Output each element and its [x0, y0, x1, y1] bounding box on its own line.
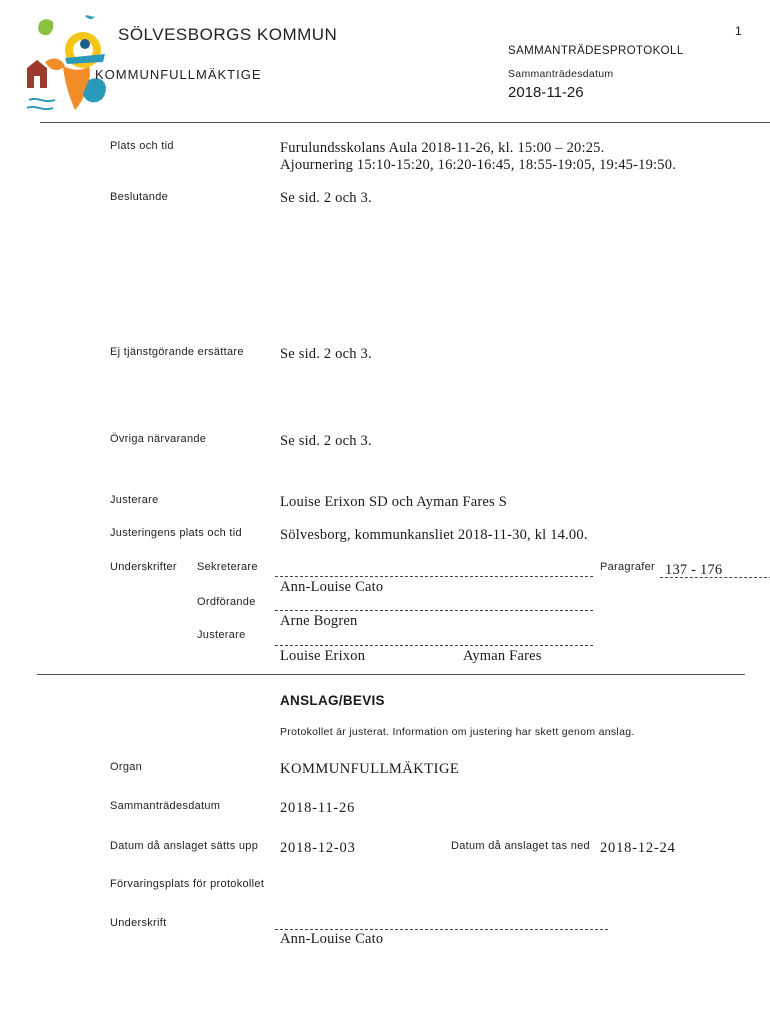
- signatures-divider: [37, 674, 745, 675]
- upp-label: Datum då anslaget sätts upp: [110, 840, 259, 852]
- justering-label: Justeringens plats och tid: [110, 527, 242, 539]
- justerare-value: Louise Erixon SD och Ayman Fares S: [280, 494, 507, 510]
- anslag-date-label: Sammanträdesdatum: [110, 800, 221, 812]
- paragrafer-label: Paragrafer: [600, 561, 655, 573]
- underskrift-name: Ann-Louise Cato: [280, 931, 384, 947]
- place-line2: Ajournering 15:10-15:20, 16:20-16:45, 18:55-19:05, 19:45-19:50.: [280, 157, 677, 173]
- sekreterare-label: Sekreterare: [197, 561, 258, 573]
- ordforande-label: Ordförande: [197, 596, 256, 608]
- ersattare-value: Se sid. 2 och 3.: [280, 346, 372, 362]
- place-label: Plats och tid: [110, 140, 174, 152]
- justerare-name-2: Ayman Fares: [463, 648, 542, 664]
- organ-label: Organ: [110, 761, 143, 773]
- beslutande-value: Se sid. 2 och 3.: [280, 190, 372, 206]
- anslag-info: Protokollet är justerat. Information om justering har skett genom anslag.: [280, 726, 635, 738]
- ned-value: 2018-12-24: [600, 840, 676, 856]
- page-number: 1: [735, 24, 742, 38]
- justerare-signature-line: [275, 645, 593, 646]
- sekreterare-signature-line: [275, 576, 593, 577]
- forvaring-label: Förvaringsplats för protokollet: [110, 878, 265, 890]
- ordforande-name: Arne Bogren: [280, 613, 358, 629]
- ordforande-signature-line: [275, 610, 593, 611]
- organ-value: KOMMUNFULLMÄKTIGE: [280, 761, 460, 777]
- beslutande-label: Beslutande: [110, 191, 169, 203]
- paragrafer-value: 137 - 176: [665, 562, 723, 578]
- justerare-label: Justerare: [110, 494, 159, 506]
- ned-label: Datum då anslaget tas ned: [451, 840, 590, 852]
- upp-value: 2018-12-03: [280, 840, 356, 856]
- sekreterare-name: Ann-Louise Cato: [280, 579, 384, 595]
- municipality-name: SÖLVESBORGS KOMMUN: [118, 25, 338, 44]
- anslag-title: ANSLAG/BEVIS: [280, 693, 385, 708]
- header-date-label: Sammanträdesdatum: [508, 68, 614, 80]
- body-name: KOMMUNFULLMÄKTIGE: [95, 67, 262, 82]
- justerare-name-1: Louise Erixon: [280, 648, 366, 664]
- solvesborg-logo-icon: [25, 10, 115, 114]
- underskrift-line: [275, 929, 608, 930]
- header-date-value: 2018-11-26: [508, 84, 584, 101]
- anslag-date-value: 2018-11-26: [280, 800, 356, 816]
- header-divider: [40, 122, 770, 123]
- justering-value: Sölvesborg, kommunkansliet 2018-11-30, kl 14.00.: [280, 527, 588, 543]
- justerare-sign-label: Justerare: [197, 629, 246, 641]
- document-type: SAMMANTRÄDESPROTOKOLL: [508, 45, 684, 57]
- paragrafer-line: [660, 577, 770, 578]
- underskrift-label: Underskrift: [110, 917, 167, 929]
- ovriga-value: Se sid. 2 och 3.: [280, 433, 372, 449]
- ersattare-label: Ej tjänstgörande ersättare: [110, 346, 244, 358]
- place-line1: Furulundsskolans Aula 2018-11-26, kl. 15:00 – 20:25.: [280, 140, 605, 156]
- ovriga-label: Övriga närvarande: [110, 433, 207, 445]
- underskrifter-label: Underskrifter: [110, 561, 177, 573]
